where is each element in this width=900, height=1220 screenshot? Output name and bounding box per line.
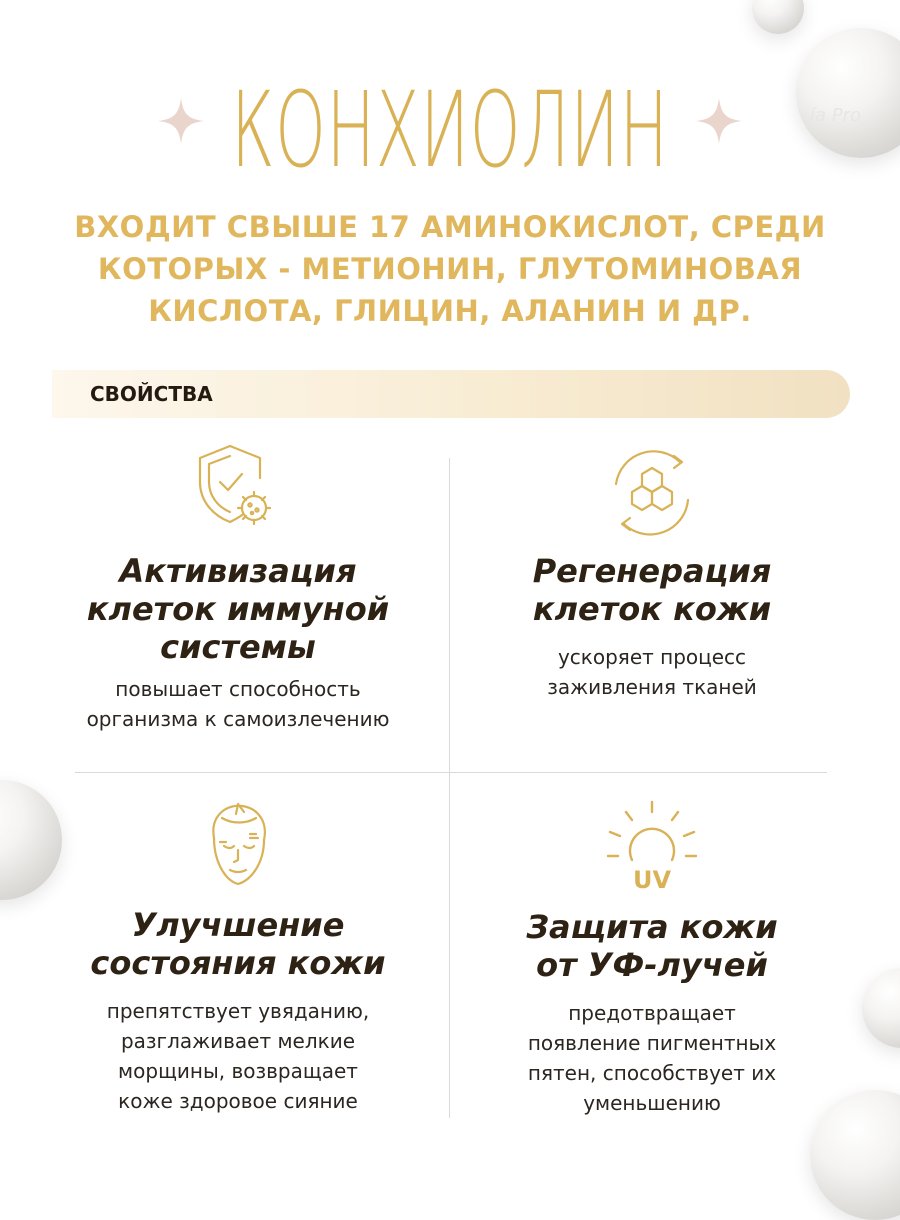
title-line: Активизация (119, 552, 357, 590)
grid-divider-horizontal (75, 772, 827, 773)
subtitle-line: КИСЛОТА, ГЛИЦИН, АЛАНИН И ДР. (148, 294, 752, 328)
desc-line: разглаживает мелкие (120, 1029, 356, 1053)
desc-line: организма к самоизлечению (86, 707, 390, 731)
desc-line: коже здоровое сияние (118, 1089, 358, 1113)
pearl-decoration (862, 968, 900, 1048)
property-description (38, 674, 438, 734)
section-band (52, 370, 850, 418)
uv-label: UV (632, 866, 672, 894)
desc-line: уменьшению (583, 1091, 721, 1115)
desc-line: морщины, возвращает (118, 1059, 358, 1083)
property-skin-condition (38, 798, 438, 1116)
title-line: состояния кожи (90, 944, 386, 982)
title-line: Регенерация (532, 552, 772, 590)
desc-line: препятствует увяданию, (106, 999, 370, 1023)
property-regeneration (452, 448, 852, 702)
subtitle-line: ВХОДИТ СВЫШЕ 17 АМИНОКИСЛОТ, СРЕДИ (74, 210, 826, 244)
property-immune (38, 442, 438, 734)
cell-regeneration-icon (602, 448, 702, 538)
page-title: КОНХИОЛИН (231, 69, 669, 191)
subtitle (40, 206, 860, 332)
property-description (38, 996, 438, 1116)
title-line: клеток кожи (532, 590, 772, 628)
face-icon (192, 798, 284, 890)
property-title (38, 906, 438, 982)
desc-line: предотвращает (568, 1001, 736, 1025)
shield-virus-icon (192, 442, 284, 534)
desc-line: появление пигментных (527, 1031, 777, 1055)
title-line: Защита кожи (526, 908, 778, 946)
property-description (452, 642, 852, 702)
title-line: системы (160, 628, 316, 666)
title-row (0, 70, 900, 190)
grid-divider-vertical (449, 458, 450, 1118)
desc-line: повышает способность (115, 677, 361, 701)
watermark: ía Pro (810, 105, 862, 126)
property-title (452, 908, 852, 984)
desc-line: ускоряет процесс (557, 645, 747, 669)
title-line: от УФ-лучей (536, 946, 768, 984)
subtitle-line: КОТОРЫХ - МЕТИОНИН, ГЛУТОМИНОВАЯ (97, 252, 803, 286)
pearl-decoration (752, 0, 804, 34)
property-title (38, 552, 438, 666)
property-title (452, 552, 852, 628)
sun-uv-icon (602, 798, 702, 894)
title-line: Улучшение (131, 906, 345, 944)
property-uv-protection (452, 798, 852, 1118)
desc-line: заживления тканей (547, 675, 757, 699)
title-line: клеток иммуной (86, 590, 390, 628)
sparkle-icon (696, 98, 742, 144)
property-description (452, 998, 852, 1118)
desc-line: пятен, способствует их (527, 1061, 777, 1085)
section-label: СВОЙСТВА (90, 382, 213, 406)
